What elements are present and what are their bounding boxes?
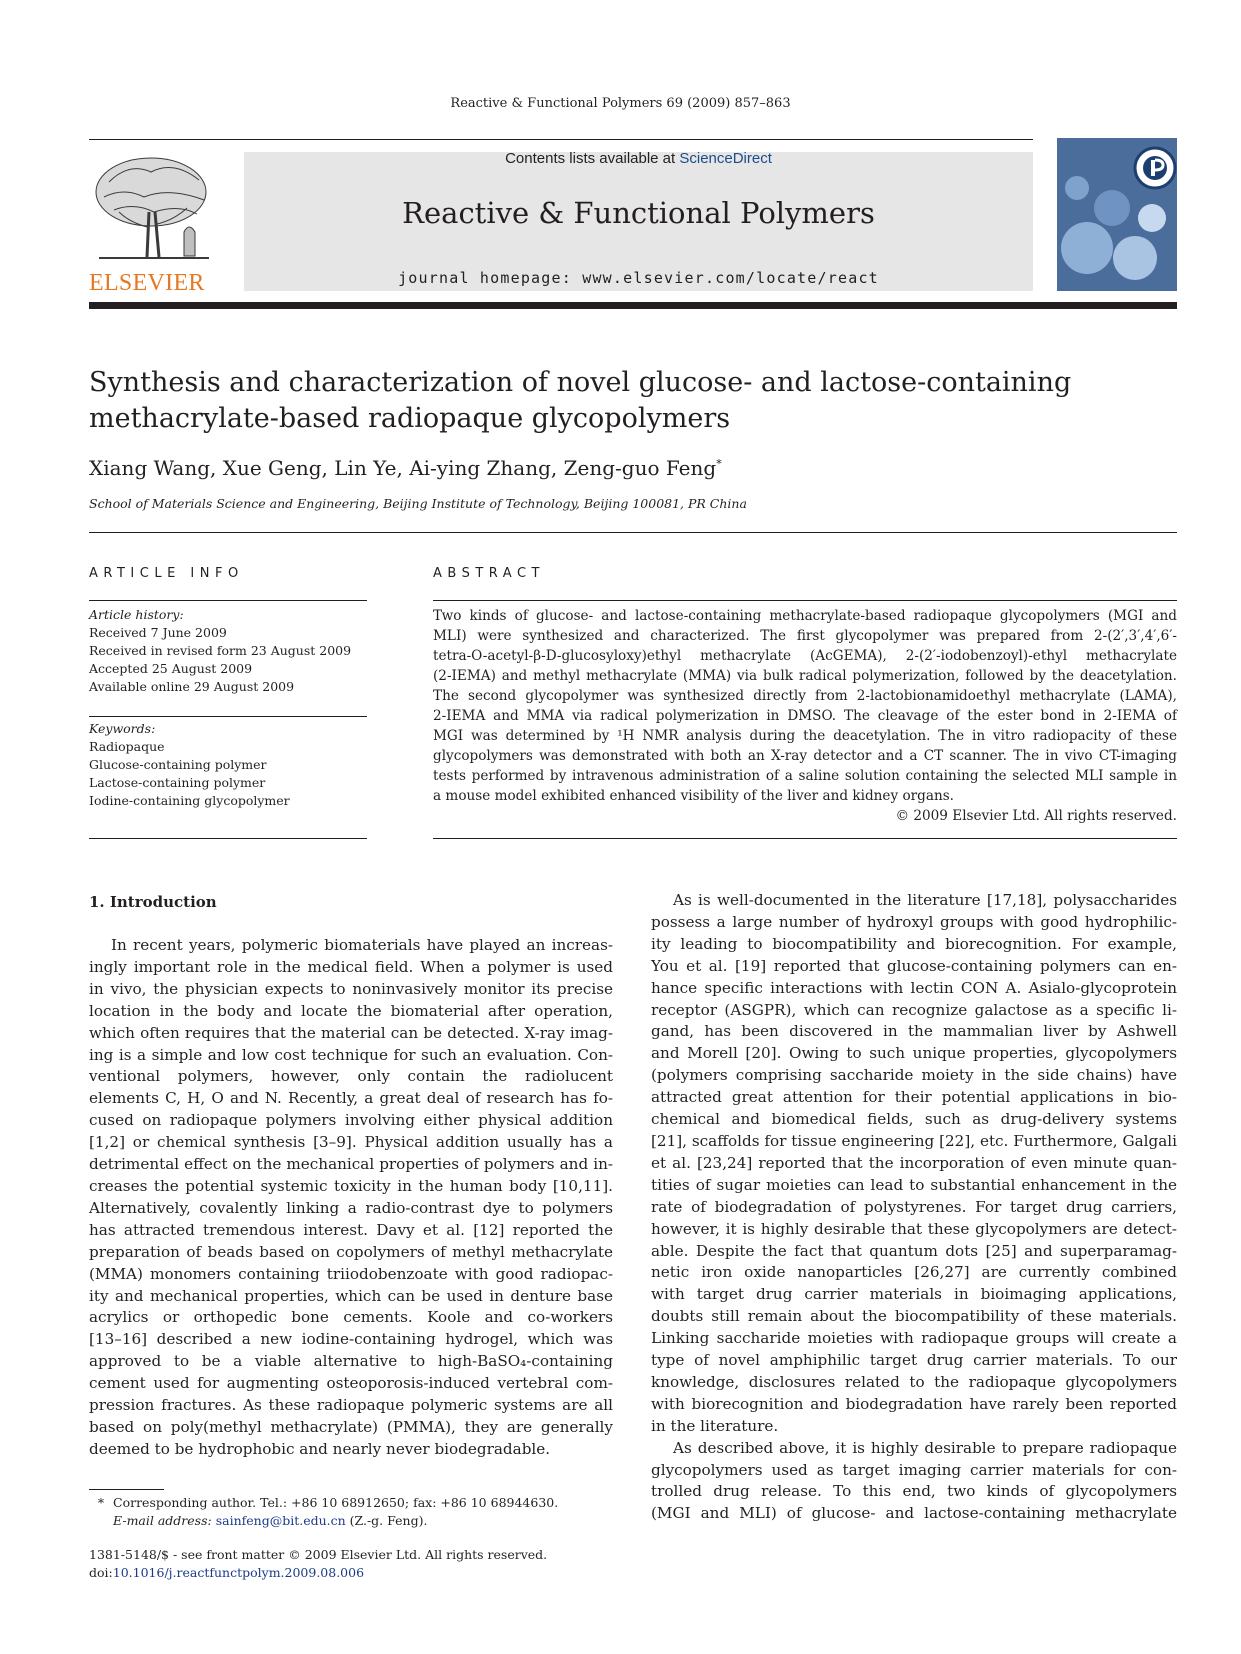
email-link[interactable]: sainfeng@bit.edu.cn bbox=[215, 1513, 346, 1528]
text-line: [13–16] described a new iodine-containing hydrogel, which was bbox=[89, 1330, 613, 1349]
title-line-1: Synthesis and characterization of novel glucose- and lactose-containing bbox=[89, 367, 1072, 398]
history-item: Received in revised form 23 August 2009 bbox=[89, 643, 352, 658]
text-line: ity and mechanical properties, which can be used in denture base bbox=[89, 1286, 613, 1305]
keyword-item: Iodine-containing glycopolymer bbox=[89, 793, 290, 808]
text-line: glycopolymers was demonstrated with both an X-ray detector and a CT scanner. The in vivo CT-imaging bbox=[433, 748, 1177, 764]
article-title bbox=[89, 365, 1089, 437]
email-label: E-mail address: bbox=[113, 1513, 216, 1528]
text-line: As described above, it is highly desirable to prepare radiopaque bbox=[673, 1438, 1177, 1457]
body-column-left bbox=[89, 935, 613, 1461]
history-label: Article history: bbox=[89, 607, 184, 622]
text-line: glycopolymers used as target imaging carrier materials for con- bbox=[651, 1460, 1177, 1479]
authors-text: Xiang Wang, Xue Geng, Lin Ye, Ai-ying Zhang, Zeng-guo Feng bbox=[89, 456, 717, 480]
section-heading-introduction: 1. Introduction bbox=[89, 893, 217, 911]
text-line: creases the potential systemic toxicity in the human body [10,11]. bbox=[89, 1176, 613, 1195]
history-item: Available online 29 August 2009 bbox=[89, 679, 295, 694]
sciencedirect-link[interactable]: ScienceDirect bbox=[679, 150, 772, 167]
contents-prefix: Contents lists available at bbox=[505, 150, 680, 167]
text-line: (2-IEMA) and methyl methacrylate (MMA) via bulk radical polymerization, followed by the deacetylation. bbox=[433, 668, 1177, 684]
text-line: pression fractures. As these radiopaque polymeric systems are all bbox=[89, 1396, 613, 1415]
elsevier-wordmark: ELSEVIER bbox=[89, 270, 205, 296]
journal-banner bbox=[244, 152, 1033, 291]
text-line: In recent years, polymeric biomaterials have played an increas- bbox=[111, 936, 613, 954]
article-info-heading: ARTICLE INFO bbox=[89, 566, 244, 581]
text-line: preparation of beads based on copolymers of methyl methacrylate bbox=[89, 1242, 613, 1261]
text-line: chemical and biomedical fields, such as drug-delivery systems bbox=[651, 1110, 1177, 1129]
text-line: deemed to be hydrophobic and nearly never biodegradable. bbox=[89, 1439, 551, 1458]
text-line: cement used for augmenting osteoporosis-induced vertebral com- bbox=[89, 1374, 613, 1393]
text-line: attracted great attention for their potential applications in bio- bbox=[651, 1088, 1177, 1107]
corresponding-author-footnote bbox=[89, 1494, 558, 1530]
issn-line: 1381-5148/$ - see front matter © 2009 Elsevier Ltd. All rights reserved. bbox=[89, 1547, 548, 1562]
email-suffix: (Z.-g. Feng). bbox=[345, 1513, 428, 1528]
journal-cover[interactable] bbox=[1057, 138, 1177, 291]
journal-citation: Reactive & Functional Polymers 69 (2009) 857–863 bbox=[450, 96, 791, 111]
keyword-item: Glucose-containing polymer bbox=[89, 757, 267, 772]
header-rule bbox=[89, 139, 1033, 140]
elsevier-tree-icon bbox=[89, 152, 219, 267]
abstract-rule-top bbox=[433, 600, 1177, 601]
text-line: Linking saccharide moieties with radiopaque groups will create a bbox=[651, 1329, 1177, 1348]
text-line: [21], scaffolds for tissue engineering [22], etc. Furthermore, Galgali bbox=[651, 1131, 1177, 1150]
text-line: and Morell [20]. Owing to such unique properties, glycopolymers bbox=[651, 1044, 1177, 1063]
footnote-contact: Corresponding author. Tel.: +86 10 68912650; fax: +86 10 68944630. bbox=[113, 1495, 559, 1510]
text-line: receptor (ASGPR), which can recognize galactose as a specific li- bbox=[651, 1000, 1177, 1019]
body-column-right bbox=[651, 890, 1177, 1525]
contents-line bbox=[244, 150, 1033, 167]
text-line: hance specific interactions with lectin CON A. Asialo-glycoprotein bbox=[651, 978, 1177, 997]
text-line: approved to be a viable alternative to high-BaSO₄-containing bbox=[89, 1352, 613, 1371]
author-list bbox=[89, 456, 722, 480]
text-line: with biorecognition and biodegradation have rarely been reported bbox=[651, 1394, 1177, 1413]
article-history bbox=[89, 606, 351, 696]
text-line: ingly important role in the medical field. When a polymer is used bbox=[89, 957, 613, 976]
corresponding-author-mark[interactable]: * bbox=[716, 457, 722, 471]
text-line: [1,2] or chemical synthesis [3–9]. Physical addition usually has a bbox=[89, 1133, 613, 1152]
article-info-rule-top bbox=[89, 600, 367, 601]
text-line: MLI) were synthesized and characterized. The first glycopolymer was prepared from 2-(2′,3′,4′,6′- bbox=[433, 628, 1177, 644]
article-info-rule-bottom bbox=[89, 838, 367, 839]
text-line: possess a large number of hydroxyl groups with good hydrophilic- bbox=[651, 912, 1177, 931]
text-line: tetra-O-acetyl-β-D-glucosyloxy)ethyl methacrylate (AcGEMA), 2-(2′-iodobenzoyl)-ethyl methacrylate bbox=[433, 648, 1177, 664]
title-line-2: methacrylate-based radiopaque glycopolymers bbox=[89, 403, 731, 434]
text-line: based on poly(methyl methacrylate) (PMMA), they are generally bbox=[89, 1417, 613, 1436]
text-line: which often requires that the material can be detected. X-ray imag- bbox=[89, 1023, 613, 1042]
text-line: (MMA) monomers containing triiodobenzoate with good radiopac- bbox=[89, 1264, 613, 1283]
footnote-rule bbox=[89, 1489, 164, 1490]
journal-cover-icon bbox=[1057, 138, 1177, 291]
text-line: ing is a simple and low cost technique for such an evaluation. Con- bbox=[89, 1045, 613, 1064]
text-line: with target drug carrier materials in bioimaging applications, bbox=[651, 1285, 1177, 1304]
keywords bbox=[89, 720, 290, 810]
text-line: As is well-documented in the literature [17,18], polysaccharides bbox=[673, 891, 1177, 909]
text-line: however, it is highly desirable that these glycopolymers are detect- bbox=[651, 1219, 1177, 1238]
text-line: MGI was determined by ¹H NMR analysis during the deacetylation. The in vitro radiopacity of these bbox=[433, 728, 1177, 744]
text-line: has attracted tremendous interest. Davy et al. [12] reported the bbox=[89, 1220, 613, 1239]
history-item: Accepted 25 August 2009 bbox=[89, 661, 253, 676]
footnote-mark: * bbox=[97, 1495, 105, 1510]
text-line: tities of sugar moieties can lead to substantial enhancement in the bbox=[651, 1175, 1177, 1194]
abstract-body bbox=[433, 606, 1177, 806]
doi-link[interactable]: 10.1016/j.reactfunctpolym.2009.08.006 bbox=[112, 1565, 365, 1580]
text-line: 2-IEMA and MMA via radical polymerization in DMSO. The cleavage of the ester bond in 2-IEMA of bbox=[433, 708, 1177, 724]
abstract-rule-bottom bbox=[433, 838, 1177, 839]
text-line: trolled drug release. To this end, two kinds of glycopolymers bbox=[651, 1482, 1177, 1501]
journal-homepage[interactable]: journal homepage: www.elsevier.com/locate/react bbox=[398, 269, 879, 287]
text-line: in vivo, the physician expects to noninvasively monitor its precise bbox=[89, 979, 613, 998]
journal-title: Reactive & Functional Polymers bbox=[402, 196, 875, 230]
text-line: tests performed by intravenous administration of a saline solution containing the selected MLI sample in bbox=[433, 768, 1177, 784]
text-line: cused on radiopaque polymers involving either physical addition bbox=[89, 1111, 613, 1130]
text-line: doubts still remain about the biocompatibility of these materials. bbox=[651, 1307, 1177, 1326]
text-line: a mouse model exhibited enhanced visibility of the liver and kidney organs. bbox=[433, 788, 955, 804]
text-line: Two kinds of glucose- and lactose-containing methacrylate-based radiopaque glycopolymers (MGI and bbox=[433, 608, 1177, 624]
text-line: ventional polymers, however, only contain the radiolucent bbox=[89, 1067, 613, 1086]
text-line: type of novel amphiphilic target drug carrier materials. To our bbox=[651, 1351, 1177, 1370]
header-thick-rule bbox=[89, 302, 1177, 309]
text-line: detrimental effect on the mechanical properties of polymers and in- bbox=[89, 1155, 613, 1174]
text-line: ity leading to biocompatibility and biorecognition. For example, bbox=[651, 934, 1177, 953]
history-item: Received 7 June 2009 bbox=[89, 625, 227, 640]
title-rule bbox=[89, 532, 1177, 533]
abstract-copyright: © 2009 Elsevier Ltd. All rights reserved. bbox=[895, 808, 1177, 824]
text-line: (MGI and MLI) of glucose- and lactose-containing methacrylate bbox=[651, 1504, 1177, 1523]
doi-label: doi: bbox=[89, 1565, 113, 1580]
text-line: You et al. [19] reported that glucose-containing polymers can en- bbox=[651, 956, 1177, 975]
affiliation: School of Materials Science and Engineering, Beijing Institute of Technology, Beijing 100081, PR China bbox=[89, 496, 747, 511]
article-info-rule-mid bbox=[89, 716, 367, 717]
text-line: acrylics or orthopedic bone cements. Koole and co-workers bbox=[89, 1308, 613, 1327]
text-line: et al. [23,24] reported that the incorporation of even minute quan- bbox=[651, 1153, 1177, 1172]
text-line: (polymers comprising saccharide moiety in the side chains) have bbox=[651, 1066, 1177, 1085]
abstract-heading: ABSTRACT bbox=[433, 566, 545, 581]
text-line: in the literature. bbox=[651, 1416, 779, 1435]
text-line: Alternatively, covalently linking a radio-contrast dye to polymers bbox=[89, 1198, 613, 1217]
text-line: gand, has been discovered in the mammalian liver by Ashwell bbox=[651, 1022, 1177, 1041]
text-line: able. Despite the fact that quantum dots [25] and superparamag- bbox=[651, 1241, 1177, 1260]
keyword-item: Lactose-containing polymer bbox=[89, 775, 266, 790]
text-line: location in the body and locate the biomaterial after operation, bbox=[89, 1001, 613, 1020]
front-matter bbox=[89, 1546, 547, 1582]
text-line: elements C, H, O and N. Recently, a great deal of research has fo- bbox=[89, 1089, 613, 1108]
elsevier-logo[interactable] bbox=[89, 152, 219, 296]
text-line: knowledge, disclosures related to the radiopaque glycopolymers bbox=[651, 1372, 1177, 1391]
text-line: netic iron oxide nanoparticles [26,27] are currently combined bbox=[651, 1263, 1177, 1282]
text-line: The second glycopolymer was synthesized directly from 2-lactobionamidoethyl methacrylate (LAMA), bbox=[433, 688, 1177, 704]
keyword-item: Radiopaque bbox=[89, 739, 165, 754]
text-line: rate of biodegradation of polystyrenes. For target drug carriers, bbox=[651, 1197, 1177, 1216]
keywords-label: Keywords: bbox=[89, 721, 156, 736]
